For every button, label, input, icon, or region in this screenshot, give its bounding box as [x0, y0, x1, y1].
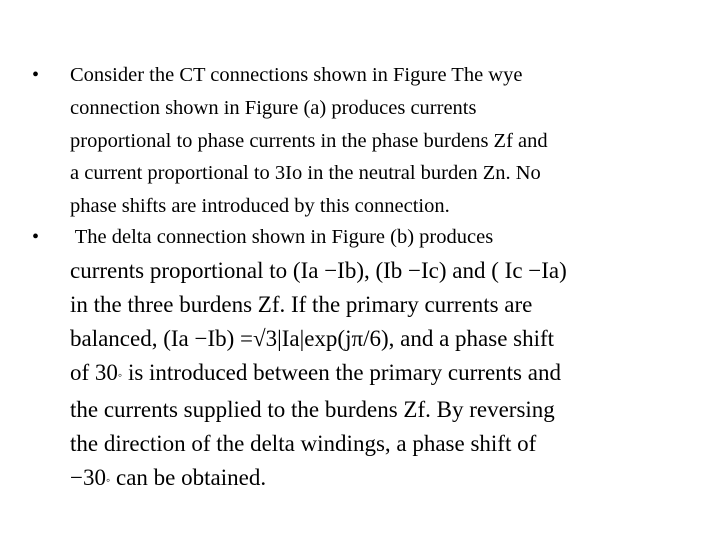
- bullet-1-line-4: a current proportional to 3Io in the neutral burden Zn. No: [70, 162, 541, 185]
- bullet-2-line-7: the direction of the delta windings, a phase shift of: [70, 431, 537, 457]
- bullet-item-2: [32, 221, 710, 499]
- bullet-item-1: [32, 59, 710, 223]
- bullet-marker: •: [32, 64, 40, 86]
- degree-mark: ◦: [117, 367, 123, 382]
- bullet-1-line-3: proportional to phase currents in the phase burdens Zf and: [70, 129, 548, 152]
- degree-mark: ◦: [105, 473, 111, 488]
- bullet-2-line-8: [70, 461, 710, 499]
- text-run: can be obtained.: [116, 465, 267, 491]
- text-run: is introduced between the primary currents and: [127, 359, 561, 385]
- bullet-2-line-1: The delta connection shown in Figure (b) produces: [70, 226, 494, 248]
- text-run: of 30: [70, 359, 118, 385]
- bullet-2-line-3: in the three burdens Zf. If the primary currents are: [70, 291, 533, 317]
- bullet-1-line-2: connection shown in Figure (a) produces currents: [70, 96, 477, 119]
- bullet-1-line-5: phase shifts are introduced by this connection.: [70, 195, 450, 218]
- text-run: −30: [70, 465, 106, 491]
- bullet-marker: •: [32, 226, 40, 248]
- bullet-2-line-4: balanced, (Ia −Ib) =√3|Ia|exp(jπ/6), and a phase shift: [70, 325, 555, 351]
- bullet-2-line-5: [70, 356, 710, 394]
- bullet-1-line-1: Consider the CT connections shown in Figure The wye: [70, 64, 523, 86]
- bullet-2-line-2: currents proportional to (Ia −Ib), (Ib −Ic) and ( Ic −Ia): [70, 257, 567, 283]
- bullet-2-line-6: the currents supplied to the burdens Zf. By reversing: [70, 397, 555, 423]
